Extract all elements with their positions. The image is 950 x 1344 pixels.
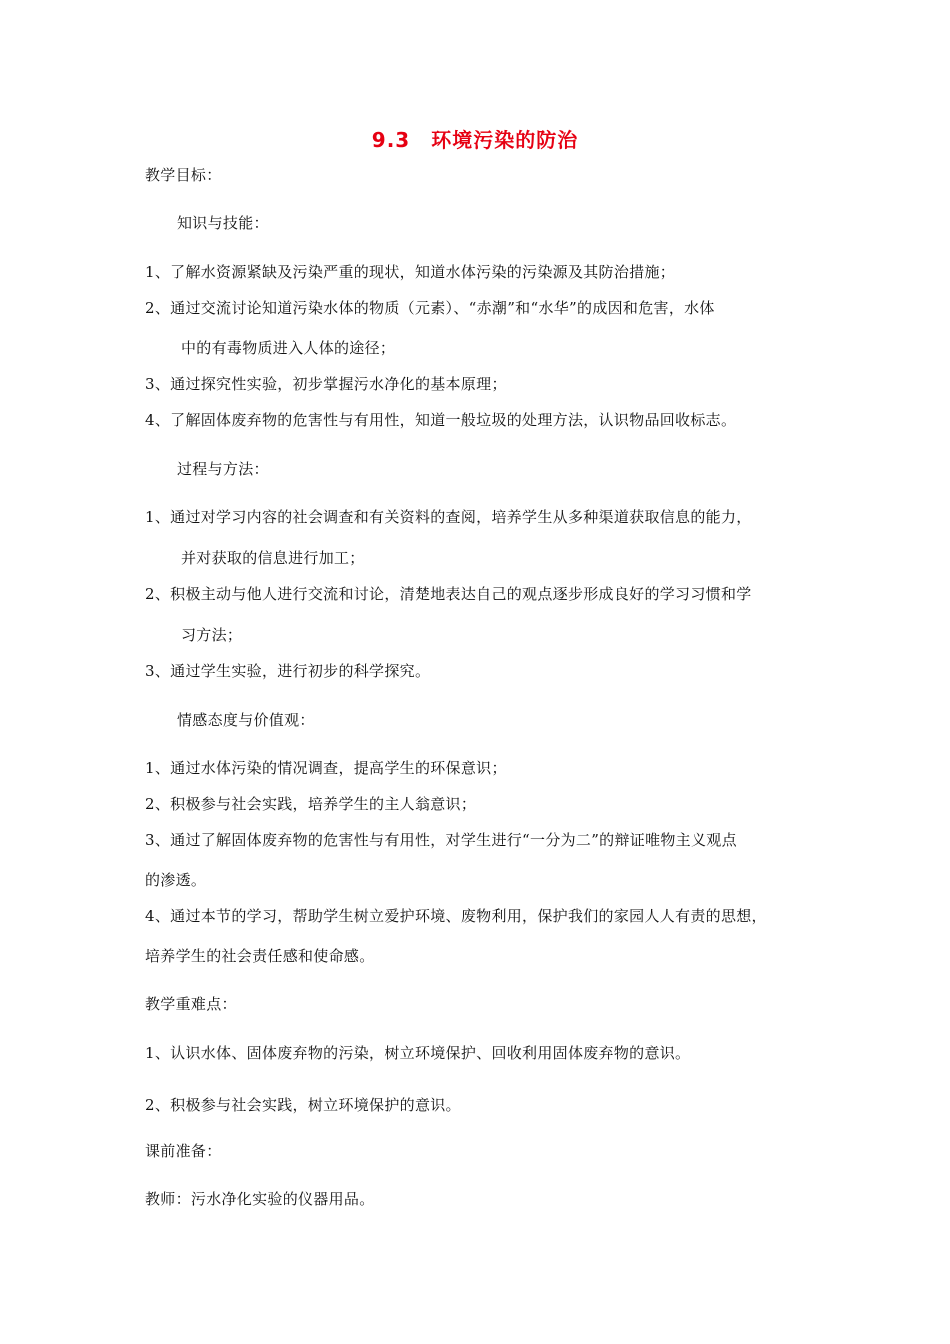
paragraph-line: 2、积极参与社会实践，培养学生的主人翁意识； xyxy=(145,795,477,813)
subheading-process-method: 过程与方法： xyxy=(177,460,269,478)
paragraph-line: 1、认识水体、固体废弃物的污染，树立环境保护、回收利用固体废弃物的意识。 xyxy=(145,1044,691,1062)
paragraph-line: 3、通过了解固体废弃物的危害性与有用性，对学生进行“一分为二”的辩证唯物主义观点 xyxy=(145,831,737,849)
subheading-knowledge-skills: 知识与技能： xyxy=(177,214,269,232)
paragraph-line: 1、通过对学习内容的社会调查和有关资料的查阅，培养学生从多种渠道获取信息的能力， xyxy=(145,508,752,526)
heading-preparation: 课前准备： xyxy=(145,1142,222,1160)
heading-teaching-goals: 教学目标： xyxy=(145,166,222,184)
paragraph-line: 3、通过探究性实验，初步掌握污水净化的基本原理； xyxy=(145,375,507,393)
paragraph-line: 4、了解固体废弃物的危害性与有用性，知道一般垃圾的处理方法，认识物品回收标志。 xyxy=(145,411,737,429)
paragraph-line: 3、通过学生实验，进行初步的科学探究。 xyxy=(145,662,431,680)
paragraph-line: 中的有毒物质进入人体的途径； xyxy=(181,339,396,357)
paragraph-line: 2、通过交流讨论知道污染水体的物质（元素）、“赤潮”和“水华”的成因和危害，水体 xyxy=(145,299,715,317)
paragraph-line: 的渗透。 xyxy=(145,871,207,889)
paragraph-line: 2、积极参与社会实践，树立环境保护的意识。 xyxy=(145,1096,461,1114)
paragraph-line: 培养学生的社会责任感和使命感。 xyxy=(145,947,375,965)
paragraph-line: 2、积极主动与他人进行交流和讨论，清楚地表达自己的观点逐步形成良好的学习习惯和学 xyxy=(145,585,752,603)
document-title: 9.3 环境污染的防治 xyxy=(371,128,579,152)
subheading-attitude-values: 情感态度与价值观： xyxy=(177,711,315,729)
paragraph-line: 1、通过水体污染的情况调查，提高学生的环保意识； xyxy=(145,759,507,777)
paragraph-line: 4、通过本节的学习，帮助学生树立爱护环境、废物利用，保护我们的家园人人有责的思想， xyxy=(145,907,767,925)
paragraph-line: 1、了解水资源紧缺及污染严重的现状，知道水体污染的污染源及其防治措施； xyxy=(145,263,676,281)
paragraph-line: 并对获取的信息进行加工； xyxy=(181,549,365,567)
heading-key-difficulties: 教学重难点： xyxy=(145,995,237,1013)
paragraph-line: 教师：污水净化实验的仪器用品。 xyxy=(145,1190,375,1208)
paragraph-line: 习方法； xyxy=(181,626,243,644)
